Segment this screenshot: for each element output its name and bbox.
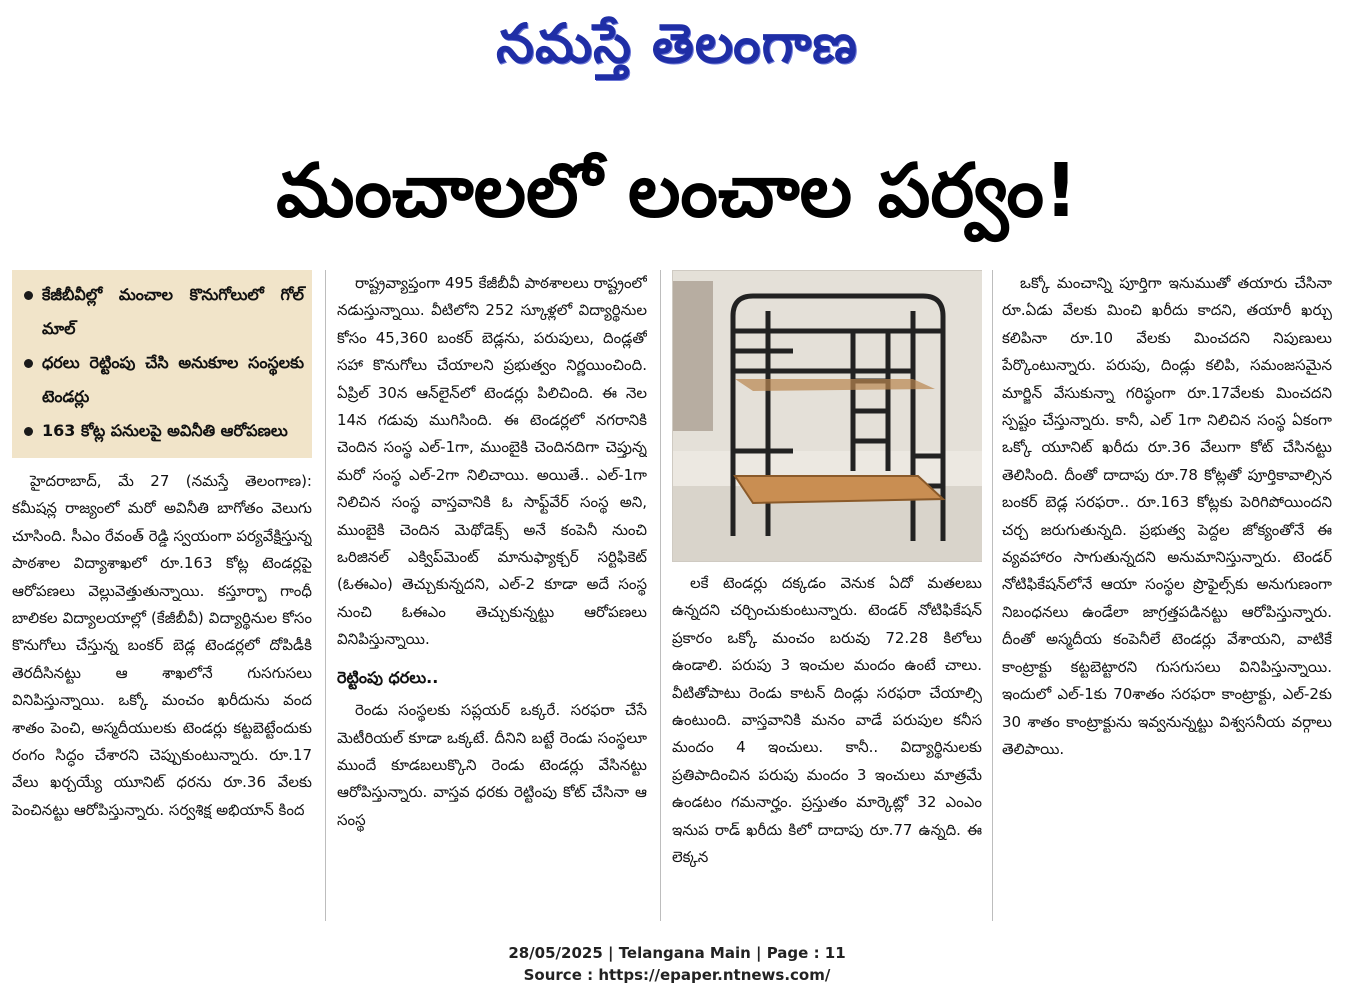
subheading: రెట్టింపు ధరలు.. <box>337 667 439 687</box>
column-divider <box>660 270 661 921</box>
footer-source: Source : https://epaper.ntnews.com/ <box>523 966 831 984</box>
article-column-1 <box>12 270 312 923</box>
article-paragraph: రెండు సంస్థలకు సప్లయర్ ఒక్కరే. సరఫరా చేసే మెటీరియల్ కూడా ఒక్కటే. దీనిని బట్టే రెండు సంస్థలూ ముందే కూడబలుక్కొని రెండు టెండర్లు వేసినట్టు ఆరోపిస్తున్నారు. వాస్తవ ధరకు రెట్టింపు కోట్ చేసినా ఆ సంస్థ <box>337 701 647 829</box>
highlight-text: ధరలు రెట్టింపు చేసి అనుకూల సంస్థలకు టెండర్లు <box>42 353 304 406</box>
article-paragraph: ఒక్కో మంచాన్ని పూర్తిగా ఇనుముతో తయారు చేసినా రూ.ఏడు వేలకు మించి ఖరీదు కాదని, తయారీ ఖర్చు కలిపినా రూ.10 వేలకు మించదని నిపుణులు పేర్కొంటున్నారు. పరుపు, దిండ్లు కలిపి, సమంజసమైన మార్జిన్ వేసుకున్నా గరిష్ఠంగా రూ.17వేలకు మించదని స్పష్టం చేస్తున్నారు. కానీ, ఎల్ 1గా నిలిచిన సంస్థ ఏకంగా ఒక్కో యూనిట్ ఖరీదు రూ.36 వేలుగా కోట్ చేసినట్టు తెలిసింది. దీంతో దాదాపు రూ.78 కోట్లతో పూర్తికావాల్సిన బంకర్ బెడ్ల సరఫరా.. రూ.163 కోట్లకు పెరిగిపోయిందని చర్చ జరుగుతున్నది. ప్రభుత్వ పెద్దల జోక్యంతోనే ఈ వ్యవహారం సాగుతున్నదని అనుమానిస్తున్నారు. టెండర్ నోటిఫికేషన్‌లోనే ఆయా సంస్థల ప్రొఫైల్స్‌కు అనుగుణంగా నిబంధనలు ఉండేలా జాగ్రత్తపడినట్టు ఆరోపిస్తున్నారు. దీంతో అస్మదీయ కంపెనీలే టెండర్లు వేశాయని, వాటికే కాంట్రాక్టు కట్టబెట్టారని గుసగుసలు వినిపిస్తున్నాయి. ఇందులో ఎల్-1కు 70శాతం సరఫరా కాంట్రాక్టు, ఎల్-2కు 30 శాతం కాంట్రాక్టును ఇవ్వనున్నట్టు విశ్వసనీయ వర్గాలు తెలిపాయి. <box>1002 274 1332 758</box>
masthead-logo: నమస్తే తెలంగాణ <box>496 11 858 75</box>
article-paragraph: రాష్ట్రవ్యాప్తంగా 495 కేజీబీవీ పాఠశాలలు రాష్ట్రంలో నడుస్తున్నాయి. వీటిలోని 252 స్కూళ్లలో విద్యార్థినుల కోసం 45,360 బంకర్ బెడ్లను, పరుపులు, దిండ్లతో సహా కొనుగోలు చేయాలని ప్రభుత్వం నిర్ణయించింది. ఏప్రిల్ 30న ఆన్‌లైన్‌లో టెండర్లు పిలిచింది. ఈ నెల 14న గడువు ముగిసింది. ఈ టెండర్లలో నగరానికి చెందిన సంస్థ ఎల్-1గా, ముంబైకి చెందినదిగా చెప్తున్న మరో సంస్థ ఎల్-2గా నిలిచాయి. అయితే.. ఎల్-1గా నిలిచిన సంస్థ వాస్తవానికి ఓ సాఫ్ట్‌వేర్ సంస్థ అని, ముంబైకి చెందిన మెథోడెక్స్ అనే కంపెనీ నుంచి ఒరిజినల్ ఎక్విప్‌మెంట్ మానుఫ్యాక్చర్ సర్టిఫికెట్ (ఓఈఎం) తెచ్చుకున్నదని, ఎల్-2 కూడా అదే సంస్థ నుంచి ఓఈఎం తెచ్చుకున్నట్టు ఆరోపణలు వినిపిస్తున్నాయి. <box>337 274 647 649</box>
highlights-box <box>12 270 312 458</box>
article-column-4 <box>1002 270 1332 923</box>
article-column-3 <box>672 270 982 923</box>
bullet-icon <box>24 291 33 300</box>
bunk-bed-photo <box>672 270 982 562</box>
column-divider <box>992 270 993 921</box>
article-paragraph: లకే టెండర్లు దక్కడం వెనుక ఏదో మతలబు ఉన్నదని చర్చించుకుంటున్నారు. టెండర్ నోటిఫికేషన్ ప్రకారం ఒక్కో మంచం బరువు 72.28 కిలోలు ఉండాలి. పరుపు 3 ఇంచుల మందం ఉంటే చాలు. వీటితోపాటు రెండు కాటన్ దిండ్లు సరఫరా చేయాల్సి ఉంటుంది. వాస్తవానికి మనం వాడే పరుపుల కనీస మందం 4 ఇంచులు. కానీ.. విద్యార్థినులకు ప్రతిపాదించిన పరుపు మందం 3 ఇంచులు మాత్రమే ఉండటం గమనార్హం. ప్రస్తుతం మార్కెట్లో 32 ఎంఎం ఇనుప రాడ్ ఖరీదు కిలో దాదాపు రూ.77 ఉన్నది. ఈ లెక్కన <box>672 574 982 867</box>
article-paragraph: హైదరాబాద్, మే 27 (నమస్తే తెలంగాణ): కమీషన్ల రాజ్యంలో మరో అవినీతి బాగోతం వెలుగు చూసింది. సీఎం రేవంత్ రెడ్డి స్వయంగా పర్యవేక్షిస్తున్న పాఠశాల విద్యాశాఖలో రూ.163 కోట్ల టెండర్లపై ఆరోపణలు వెల్లువెత్తుతున్నాయి. కస్తూర్బా గాంధీ బాలికల విద్యాలయాల్లో (కేజీబీవీ) విద్యార్థినుల కోసం కొనుగోలు చేస్తున్న బంకర్ బెడ్ల టెండర్లలో దోపిడీకి తెరదీసినట్టు ఆ శాఖలోనే గుసగుసలు వినిపిస్తున్నాయి. ఒక్కో మంచం ఖరీదును వంద శాతం పెంచి, అస్మదీయులకు టెండర్లు కట్టబెట్టేందుకు రంగం సిద్ధం చేశారని చెప్పుకుంటున్నారు. రూ.17 వేలు ఖర్చయ్యే యూనిట్ ధరను రూ.36 వేలకు పెంచినట్టు ఆరోపిస్తున్నారు. సర్వశిక్ష అభియాన్ కింద <box>12 472 312 819</box>
highlight-item <box>20 414 304 448</box>
highlight-item <box>20 346 304 414</box>
footer-edition-info: 28/05/2025 | Telangana Main | Page : 11 <box>508 944 846 962</box>
highlight-item <box>20 278 304 346</box>
article-column-2 <box>337 270 647 923</box>
highlight-text: కేజీబీవీల్లో మంచాల కొనుగోలులో గోల్ మాల్ <box>42 285 304 338</box>
highlight-text: 163 కోట్ల పనులపై అవినీతి ఆరోపణలు <box>42 421 288 440</box>
headline: మంచాలలో లంచాల పర్వం! <box>276 148 1078 234</box>
bullet-icon <box>24 359 33 368</box>
bullet-icon <box>24 427 33 436</box>
column-divider <box>325 270 326 921</box>
